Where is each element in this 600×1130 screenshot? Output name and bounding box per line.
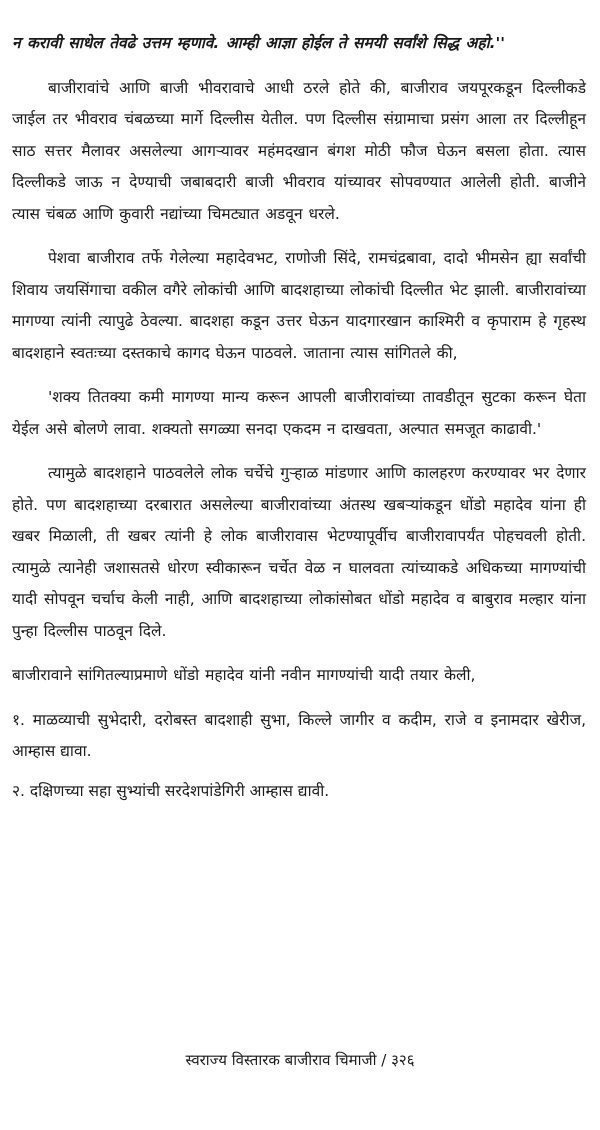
paragraph-quote-end: न करावी साधेल तेवढे उत्तम म्हणावे. आम्ही आज्ञा होईल ते समयी सर्वांशे सिद्ध अहो.'' (12, 34, 505, 52)
page-footer: स्वराज्य विस्तारक बाजीराव चिमाजी / ३२६ (185, 1051, 415, 1069)
paragraph-delhi-meeting: पेशवा बाजीराव तर्फे गेलेल्या महादेवभट, राणोजी सिंदे, रामचंद्रबावा, दादो भीमसेन ह्या सर्वांची शिवाय जयसिंगाचा वकील वगैरे लोकांची आणि बादशहाच्या लोकांची दिल्लीत भेट झाली. बाजीरावांच्या मागण्या त्यांनी त्यापुढे ठेवल्या. बादशहा कडून उत्तर घेऊन यादगारखान काश्मिरी व कृपाराम हे गृहस्थ बादशहाने स्वतःच्या दस्तकाचे कागद घेऊन पाठवले. जाताना त्यास सांगितले की, (12, 249, 586, 362)
paragraph-instruction-quote: 'शक्य तितक्या कमी मागण्या मान्य करून आपली बाजीरावांच्या तावडीतून सुटका करून घेता येईल असे बोलणे लावा. शक्यतो सगळ्या सनदा एकदम न दाखवता, अल्पात समजूत काढावी.' (12, 388, 586, 438)
demand-list-item-2: २. दक्षिणच्या सहा सुभ्यांची सरदेशपांडेगिरी आम्हास द्यावी. (12, 781, 330, 800)
demand-list-item-1: १. माळव्याची सुभेदारी, दरोबस्त बादशाही सुभा, किल्ले जागीर व कदीम, राजे व इनामदार खेरीज, आम्हास द्यावा. (12, 710, 586, 760)
paragraph-new-demands: बाजीरावाने सांगितल्याप्रमाणे धोंडो महादेव यांनी नवीन मागण्यांची यादी तयार केली, (12, 666, 476, 684)
paragraph-bajirao-bhivrao: बाजीरावांचे आणि बाजी भीवरावाचे आधी ठरले होते की, बाजीराव जयपूरकडून दिल्लीकडे जाईल तर भीवराव चंबळच्या मार्गे दिल्लीस येतील. पण दिल्लीस संग्रामाचा प्रसंग आला तर दिल्लीहून साठ सत्तर मैलावर असलेल्या आगऱ्यावर महंमदखान बंगश मोठी फौज घेऊन बसला होता. त्यास दिल्लीकडे जाऊ न देण्याची जबाबदारी बाजी भीवराव यांच्यावर सोपवण्यात आलेली होती. बाजीने त्यास चंबळ आणि कुवारी नद्यांच्या चिमट्यात अडवून धरले. (12, 78, 586, 223)
paragraph-delay-tactics: त्यामुळे बादशहाने पाठवलेले लोक चर्चेचे गुऱ्हाळ मांडणार आणि कालहरण करण्यावर भर देणार होते. पण बादशहाच्या दरबारात असलेल्या बाजीरावांच्या अंतस्थ खबऱ्यांकडून धोंडो महादेव यांना ही खबर मिळाली, ती खबर त्यांनी हे लोक बाजीरावास भेटण्यापूर्वीच बाजीरावापर्यंत पोहचवली होती. त्यामुळे त्यानेही जशासतसे धोरण स्वीकारून चर्चेत वेळ न घालवता त्यांच्याकडे अधिकच्या मागण्यांची यादी सोपवून चर्चाच केली नाही, आणि बादशहाच्या लोकांसोबत धोंडो महादेव व बाबुराव मल्हार यांना पुन्हा दिल्लीस पाठवून दिले. (12, 464, 586, 640)
